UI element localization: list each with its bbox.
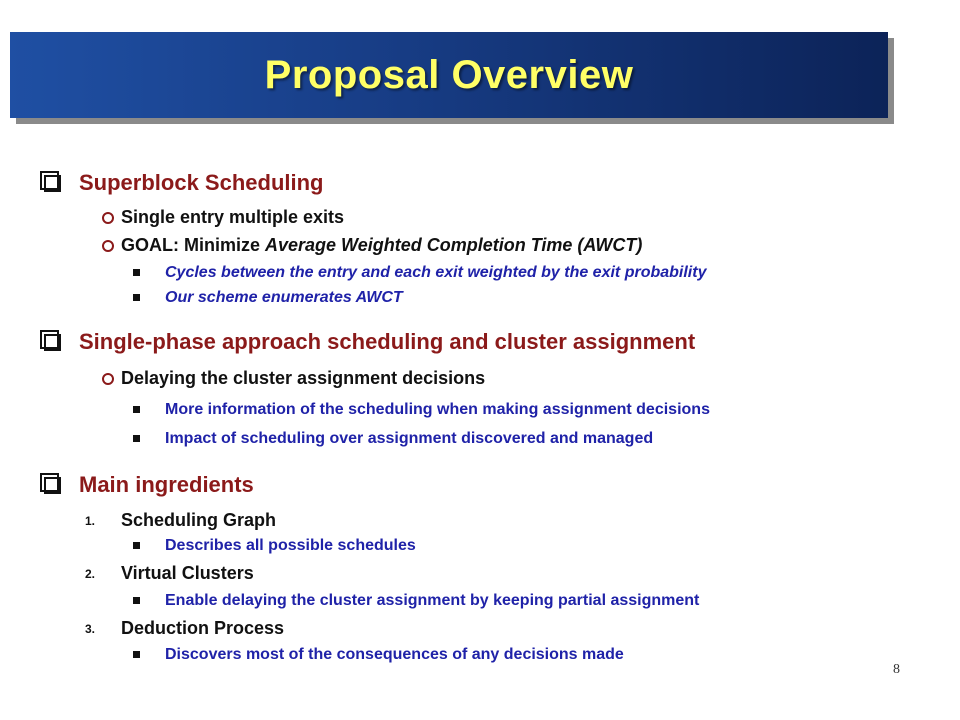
square-bullet-icon xyxy=(133,435,140,442)
square-bullet-icon xyxy=(133,651,140,658)
numbered-text: Scheduling Graph xyxy=(121,510,277,530)
title-bar xyxy=(10,32,888,118)
checkbox-bullet-icon xyxy=(40,171,62,193)
sub-bullet-text: More information of the scheduling when making assignment decisions xyxy=(165,401,710,418)
square-bullet-icon xyxy=(133,294,140,301)
hollow-circle-bullet-icon xyxy=(102,240,114,252)
bullet-text xyxy=(121,235,642,256)
sub-bullet-text: Cycles between the entry and each exit weighted by the exit probability xyxy=(165,264,707,281)
checkbox-bullet-icon xyxy=(40,330,62,352)
sub-bullet-text: Describes all possible schedules xyxy=(165,537,416,554)
item-number: 2. xyxy=(85,567,96,581)
numbered-text: Virtual Clusters xyxy=(121,563,254,583)
item-number: 3. xyxy=(85,622,96,636)
section-heading-text: Single-phase approach scheduling and cluster assignment xyxy=(79,329,696,354)
sub-bullet-text: Enable delaying the cluster assignment by keeping partial assignment xyxy=(165,592,700,609)
slide-title: Proposal Overview xyxy=(264,52,634,97)
numbered-text: Deduction Process xyxy=(121,618,285,638)
goal-prefix: GOAL: Minimize xyxy=(121,235,265,255)
square-bullet-icon xyxy=(133,542,140,549)
section-heading-text: Main ingredients xyxy=(79,472,254,497)
square-bullet-icon xyxy=(133,597,140,604)
square-bullet-icon xyxy=(133,269,140,276)
sub-bullet-text: Our scheme enumerates AWCT xyxy=(165,289,403,306)
goal-italic: Average Weighted Completion Time (AWCT) xyxy=(265,235,643,255)
square-bullet-icon xyxy=(133,406,140,413)
section-heading-text: Superblock Scheduling xyxy=(79,170,324,195)
bullet-text: Delaying the cluster assignment decisions xyxy=(121,368,486,388)
page-number: 8 xyxy=(893,662,900,677)
item-number: 1. xyxy=(85,514,96,528)
hollow-circle-bullet-icon xyxy=(102,373,114,385)
bullet-text: Single entry multiple exits xyxy=(121,207,345,227)
checkbox-bullet-icon xyxy=(40,473,62,495)
hollow-circle-bullet-icon xyxy=(102,212,114,224)
sub-bullet-text: Impact of scheduling over assignment discovered and managed xyxy=(165,430,654,447)
sub-bullet-text: Discovers most of the consequences of any decisions made xyxy=(165,646,624,663)
